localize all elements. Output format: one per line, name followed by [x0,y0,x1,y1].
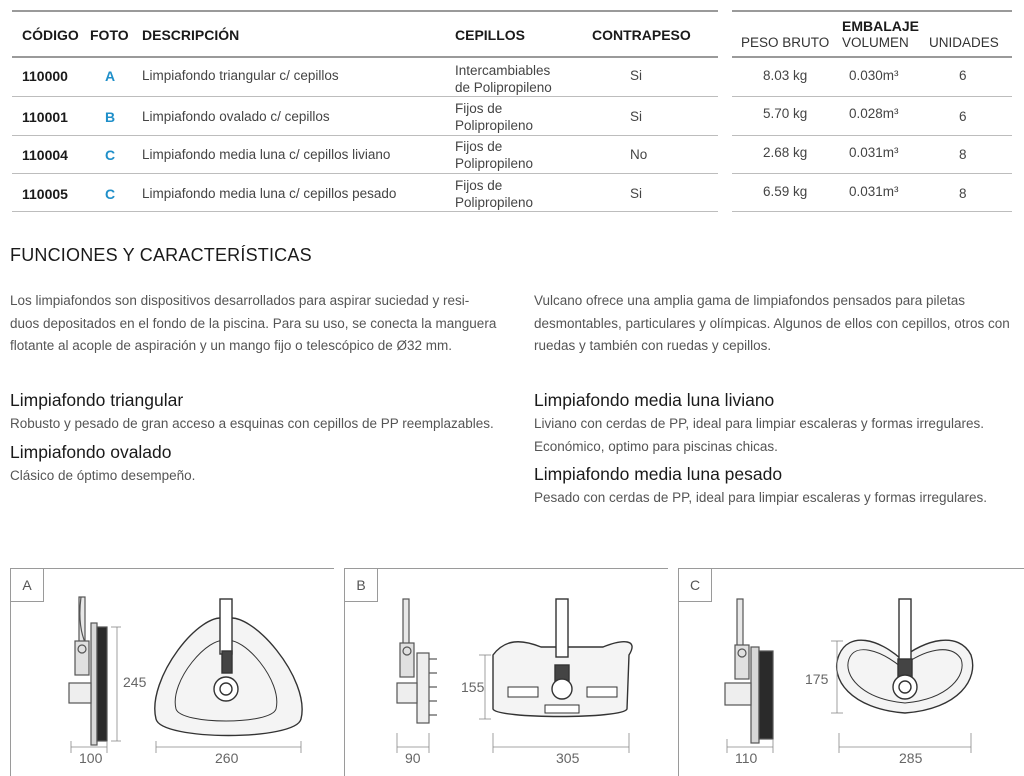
product-title-ovalado: Limpiafondo ovalado [10,442,172,462]
row-2-cepillos-line1: Fijos de [455,139,503,154]
row-3-peso: 6.59 kg [763,184,808,199]
header-unidades: UNIDADES [929,35,999,50]
diagram-panel-a [10,568,334,776]
row-3-rule [12,211,718,212]
product-title-triangular: Limpiafondo triangular [10,390,184,410]
dim-a-height: 245 [123,674,147,690]
para-right-line: Vulcano ofrece una amplia gama de limpiafondos pensados para piletas [534,293,966,308]
row-2-volumen: 0.031m³ [849,145,899,160]
row-3-rule-right [732,211,1012,212]
row-3-unidades: 8 [959,186,967,201]
row-1-peso: 5.70 kg [763,106,808,121]
top-view-c [837,599,973,713]
row-2-peso: 2.68 kg [763,145,808,160]
diagram-a-drawing [11,569,334,776]
row-0-cepillos-line2: de Polipropileno [455,80,552,95]
row-1-contrapeso: Si [630,109,643,124]
dim-c-width: 285 [899,750,923,766]
dim-b-width: 305 [556,750,580,766]
header-rule [12,56,718,58]
diagram-b-drawing [345,569,668,776]
product-desc-line: Económico, optimo para piscinas chicas. [534,438,778,454]
product-desc-media-luna-pesado: Pesado con cerdas de PP, ideal para limpiar escaleras y formas irregulares. [534,490,987,505]
row-3-codigo: 110005 [22,186,68,202]
diagram-label-a: A [11,569,44,602]
row-0-rule [12,96,718,97]
row-2-rule [12,173,718,174]
features-paragraph-left [10,290,510,358]
para-left-line: flotante al acople de aspiración y un mango fijo o telescópico de Ø32 mm. [10,338,453,353]
top-view-b [493,599,632,717]
diagram-panel-b [344,568,668,776]
row-3-cepillos-line1: Fijos de [455,178,503,193]
row-3-cepillos-line2: Polipropileno [455,195,534,210]
row-0-cepillos [455,62,552,96]
row-0-foto: A [105,68,116,84]
dim-b-side-width: 90 [405,750,421,766]
dim-b-height: 155 [461,679,485,695]
para-right-line: desmontables, particulares y olímpicas. Algunos de ellos con cepillos, otros con [534,315,1010,331]
features-title: FUNCIONES Y CARACTERÍSTICAS [10,245,312,265]
row-3-contrapeso: Si [630,186,643,201]
row-2-codigo: 110004 [22,147,68,163]
row-2-cepillos [455,138,533,172]
row-0-rule-right [732,96,1012,97]
row-2-foto: C [105,147,116,163]
row-2-unidades: 8 [959,147,967,162]
diagram-panel-c [678,568,1024,776]
side-view-c [725,599,773,743]
row-3-foto: C [105,186,116,202]
header-embalaje: EMBALAJE [842,18,920,34]
row-0-peso: 8.03 kg [763,68,808,83]
product-title-media-luna-liviano: Limpiafondo media luna liviano [534,390,775,410]
row-1-unidades: 6 [959,109,967,124]
row-2-rule-right [732,173,1012,174]
row-2-cepillos-line2: Polipropileno [455,156,534,171]
row-0-codigo: 110000 [22,68,68,84]
row-1-codigo: 110001 [22,109,68,125]
row-3-cepillos [455,177,533,211]
top-view-a [155,599,302,736]
row-1-cepillos-line2: Polipropileno [455,118,534,133]
product-desc-line: Liviano con cerdas de PP, ideal para limpiar escaleras y formas irregulares. [534,416,984,431]
row-1-rule-right [732,135,1012,136]
dim-c-height: 175 [805,671,829,687]
row-1-cepillos-line1: Fijos de [455,101,503,116]
dim-c-side-width: 110 [735,750,758,766]
row-0-cepillos-line1: Intercambiables [455,63,551,78]
diagram-c-drawing [679,569,1024,776]
row-1-foto: B [105,109,116,125]
product-desc-media-luna-liviano [534,413,984,458]
row-2-contrapeso: No [630,147,648,162]
header-codigo: CÓDIGO [22,27,79,43]
diagram-label-b: B [345,569,378,602]
side-view-b [397,599,437,723]
para-left-line: Los limpiafondos son dispositivos desarrollados para aspirar suciedad y resi- [10,293,470,308]
row-1-cepillos [455,100,533,134]
row-3-descripcion: Limpiafondo media luna c/ cepillos pesado [142,186,397,201]
header-contrapeso: CONTRAPESO [592,27,691,43]
side-view-a [69,597,107,745]
product-desc-ovalado: Clásico de óptimo desempeño. [10,468,196,483]
row-1-volumen: 0.028m³ [849,106,899,121]
packing-top-rule [732,10,1012,12]
diagram-label-c: C [679,569,712,602]
para-right-line: ruedas y también con ruedas y cepillos. [534,338,772,353]
para-left-line: duos depositados en el fondo de la piscina. Para su uso, se conecta la manguera [10,315,497,331]
row-2-descripcion: Limpiafondo media luna c/ cepillos liviano [142,147,391,162]
row-0-unidades: 6 [959,68,967,83]
packing-header-rule [732,56,1012,58]
product-title-media-luna-pesado: Limpiafondo media luna pesado [534,464,783,484]
header-descripcion: DESCRIPCIÓN [142,27,240,43]
row-1-rule [12,135,718,136]
header-foto: FOTO [90,27,129,43]
header-peso-bruto: PESO BRUTO [741,35,830,50]
features-paragraph-right [534,290,1019,358]
row-0-descripcion: Limpiafondo triangular c/ cepillos [142,68,339,83]
dim-a-width: 260 [215,750,239,766]
header-volumen: VOLUMEN [842,35,909,50]
row-1-descripcion: Limpiafondo ovalado c/ cepillos [142,109,330,124]
row-0-volumen: 0.030m³ [849,68,899,83]
table-top-rule [12,10,718,12]
dim-a-side-width: 100 [79,750,103,766]
row-0-contrapeso: Si [630,68,643,83]
row-3-volumen: 0.031m³ [849,184,899,199]
header-cepillos: CEPILLOS [455,27,526,43]
product-desc-triangular: Robusto y pesado de gran acceso a esquinas con cepillos de PP reemplazables. [10,416,494,431]
